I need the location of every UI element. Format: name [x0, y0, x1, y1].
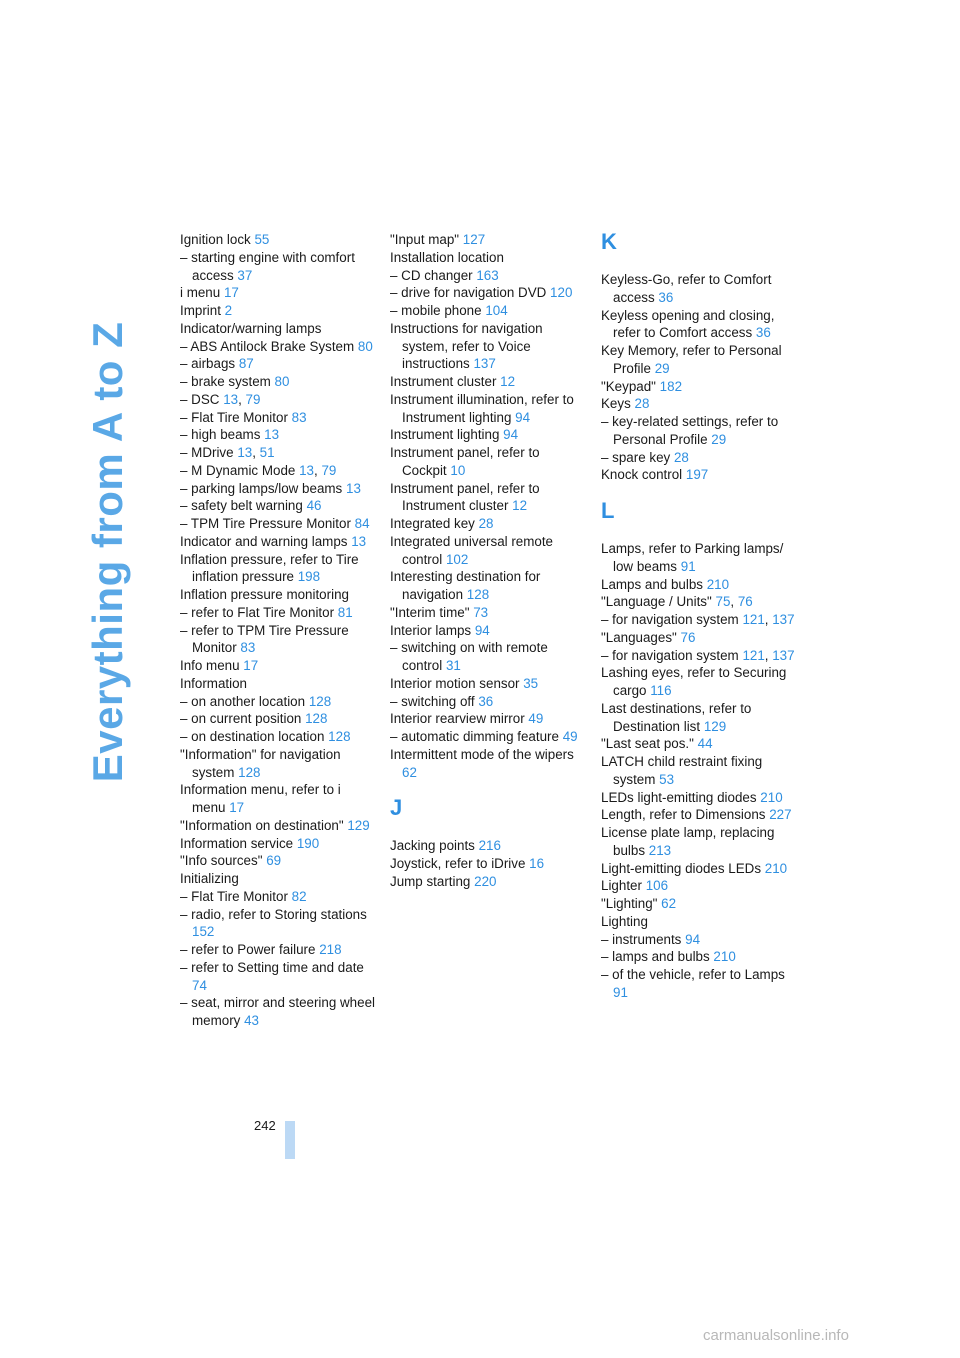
index-entry-text: – refer to Power failure: [180, 942, 316, 957]
index-entry-text: "Last seat pos.": [601, 736, 694, 752]
page-reference-link[interactable]: 76: [737, 594, 753, 610]
index-entry: [180, 888, 375, 906]
index-entry: [390, 855, 585, 873]
index-entry-text: – on current position: [180, 711, 302, 727]
page-reference-link[interactable]: 210: [764, 860, 788, 876]
index-entry-text: i menu: [180, 285, 221, 301]
page-reference-link[interactable]: 182: [659, 378, 683, 394]
index-entry: [180, 906, 375, 942]
page-reference-link[interactable]: 12: [512, 498, 528, 514]
index-entry: [180, 870, 375, 888]
page-reference-link[interactable]: 36: [658, 289, 674, 305]
index-entry-text: Instrument panel, refer to Instrument cluster: [390, 480, 540, 514]
index-entry: [601, 753, 796, 789]
page-reference-link[interactable]: 94: [474, 622, 490, 638]
index-entry: [601, 466, 796, 484]
page-reference-link[interactable]: 102: [445, 551, 469, 567]
index-entry: [390, 267, 585, 285]
index-entry: [601, 342, 796, 378]
index-entry-text: Last destinations, refer to Destination list: [601, 700, 752, 734]
index-entry: [390, 693, 585, 711]
page-reference-link[interactable]: 227: [769, 807, 792, 823]
index-entry: [390, 231, 585, 249]
page-reference-link[interactable]: 128: [305, 711, 328, 727]
index-entry-text: Lashing eyes, refer to Securing cargo: [601, 665, 787, 698]
page-reference-link[interactable]: 152: [192, 924, 215, 940]
page-reference-link[interactable]: 163: [476, 267, 499, 283]
page-reference-link[interactable]: 13: [351, 533, 367, 549]
page-reference-link[interactable]: 13: [223, 391, 239, 407]
index-entry-text: – drive for navigation DVD: [390, 285, 547, 301]
index-entry-text: Interior motion sensor: [390, 675, 520, 691]
index-entry-text: – on destination location: [180, 729, 325, 744]
index-entry: [180, 409, 375, 427]
page-reference-link[interactable]: 35: [523, 675, 539, 691]
index-entry: [180, 604, 375, 622]
index-entry: [390, 622, 585, 640]
index-column-2: [390, 231, 585, 891]
index-entry-text: Knock control: [601, 467, 683, 483]
index-entry-text: Joystick, refer to iDrive: [390, 856, 526, 871]
index-entry-text: – high beams: [180, 427, 261, 443]
page-reference-link[interactable]: 62: [402, 764, 417, 780]
index-entry-text: Information: [180, 675, 247, 691]
index-entry-text: – safety belt warning: [180, 498, 303, 514]
page-reference-link[interactable]: 91: [680, 558, 696, 574]
index-entry-text: "Keypad": [601, 378, 656, 394]
page-reference-link[interactable]: 76: [680, 629, 696, 645]
index-entry: [390, 426, 585, 444]
index-entry-text: – airbags: [180, 356, 236, 372]
index-entry-text: Imprint: [180, 303, 221, 318]
page-reference-link[interactable]: 83: [240, 640, 256, 656]
index-entry-text: Info menu: [180, 658, 240, 673]
index-entry-text: – on another location: [180, 693, 306, 709]
page-reference-link[interactable]: 210: [713, 949, 736, 965]
index-entry: [180, 426, 375, 444]
page-reference-link[interactable]: 128: [466, 587, 490, 602]
index-entry: [180, 781, 375, 817]
page-reference-link[interactable]: 220: [474, 873, 497, 889]
page-reference-link[interactable]: 53: [659, 771, 675, 787]
page-reference-link[interactable]: 213: [648, 842, 672, 858]
page-reference-link[interactable]: 137: [772, 612, 795, 627]
index-entry-text: – CD changer: [390, 267, 473, 283]
index-entry: – for navigation system 121, 137: [601, 647, 795, 663]
index-entry: [180, 302, 375, 320]
index-entry: [601, 576, 796, 594]
index-entry-text: – parking lamps/low beams: [180, 480, 343, 496]
index-entry: [601, 664, 796, 700]
index-entry: [601, 378, 796, 396]
index-entry-text: "Information" for navigation system: [180, 746, 341, 780]
page-reference-link[interactable]: 79: [321, 462, 337, 478]
page-reference-link[interactable]: 51: [259, 445, 275, 460]
index-entry: [180, 551, 375, 587]
index-entry: [601, 271, 796, 307]
index-entry-text: "Info sources": [180, 853, 263, 869]
index-entry-text: Initializing: [180, 871, 239, 886]
index-entry: [180, 622, 375, 658]
page-reference-link[interactable]: 17: [229, 800, 245, 815]
index-entry-text: Integrated universal remote control: [390, 533, 554, 567]
page-reference-link[interactable]: 80: [274, 374, 290, 389]
page-reference-link[interactable]: 91: [613, 984, 628, 1000]
page-reference-link[interactable]: 87: [238, 356, 254, 372]
index-entry: – DSC 13, 79: [180, 391, 261, 407]
page-reference-link[interactable]: 210: [760, 789, 783, 805]
page-reference-link[interactable]: 43: [244, 1013, 259, 1028]
index-entry: [180, 480, 375, 498]
index-entry: [601, 877, 796, 895]
index-entry: [390, 639, 585, 675]
page-reference-link[interactable]: 36: [755, 325, 771, 341]
page-reference-link[interactable]: 74: [192, 977, 207, 993]
index-entry-text: – of the vehicle, refer to Lamps: [601, 967, 785, 982]
index-entry-text: Information menu, refer to i menu: [180, 782, 341, 815]
index-entry: [180, 675, 375, 693]
index-entry-text: Indicator and warning lamps: [180, 533, 348, 549]
page-reference-link[interactable]: 82: [291, 888, 307, 904]
index-entry-text: – spare key: [601, 449, 671, 465]
index-entry: [601, 307, 796, 343]
index-entry: [180, 657, 375, 675]
index-column-3: [601, 231, 796, 1002]
index-entry-text: – refer to Flat Tire Monitor: [180, 604, 335, 620]
page-reference-link[interactable]: 28: [673, 449, 689, 465]
index-entry-text: Interesting destination for navigation: [390, 569, 541, 602]
index-entry: [390, 391, 585, 427]
page-reference-link[interactable]: 2: [224, 303, 233, 318]
page-reference-link[interactable]: 13: [264, 427, 280, 443]
index-entry: [601, 895, 796, 913]
index-entry: [180, 320, 375, 338]
page-reference-link[interactable]: 29: [654, 360, 670, 376]
index-entry-text: Information service: [180, 835, 294, 851]
index-entry: [390, 568, 585, 604]
page-reference-link[interactable]: 128: [308, 693, 332, 709]
side-section-title: Everything from A to Z: [84, 321, 131, 783]
index-entry: [180, 852, 375, 870]
index-entry-text: Intermittent mode of the wipers: [390, 746, 574, 762]
index-entry: [390, 302, 585, 320]
index-entry-text: License plate lamp, replacing bulbs: [601, 825, 775, 858]
page-reference-link[interactable]: 121: [742, 647, 765, 663]
index-entry-text: Interior lamps: [390, 622, 472, 638]
page-reference-link[interactable]: 13: [299, 462, 314, 478]
index-entry: [180, 728, 375, 746]
page-reference-link[interactable]: 80: [357, 338, 373, 354]
index-entry-text: "Lighting": [601, 896, 658, 911]
index-entry-text: – starting engine with comfort access: [180, 249, 355, 283]
index-entry: – MDrive 13, 51: [180, 445, 275, 460]
index-entry: [390, 710, 585, 728]
index-entry: [180, 586, 375, 604]
index-entry-text: Keys: [601, 396, 631, 412]
index-entry-text: – M Dynamic Mode: [180, 462, 296, 478]
index-entry-text: – for navigation system: [601, 647, 739, 663]
page-reference-link[interactable]: 46: [306, 498, 322, 514]
page-reference-link[interactable]: 129: [347, 817, 370, 833]
index-entry: – M Dynamic Mode 13, 79: [180, 462, 337, 478]
page-reference-link[interactable]: 127: [462, 232, 486, 247]
index-entry-text: "Language / Units": [601, 594, 712, 610]
index-entry-text: Light-emitting diodes LEDs: [601, 860, 762, 876]
index-entry: "Language / Units" 75, 76: [601, 594, 753, 610]
index-entry-text: Integrated key: [390, 516, 475, 531]
index-entry: [390, 746, 585, 782]
page-reference-link[interactable]: 31: [445, 658, 461, 673]
index-entry-text: Instructions for navigation system, refer to Voice instructions: [390, 320, 543, 372]
index-entry: [601, 789, 796, 807]
index-entry: [601, 413, 796, 449]
index-entry-text: "Input map": [390, 232, 460, 247]
page-reference-link[interactable]: 121: [742, 612, 765, 627]
index-entry-text: – automatic dimming feature: [390, 729, 559, 744]
index-entry: [180, 746, 375, 782]
index-entry-text: – for navigation system: [601, 612, 739, 627]
page-reference-link[interactable]: 75: [715, 594, 731, 610]
index-entry: [180, 231, 375, 249]
page-reference-link[interactable]: 49: [528, 711, 544, 727]
page-reference-link[interactable]: 106: [645, 878, 669, 894]
page-reference-link[interactable]: 69: [266, 853, 282, 869]
page-reference-link[interactable]: 62: [661, 896, 677, 911]
index-entry: [601, 931, 796, 949]
page-reference-link[interactable]: 137: [772, 647, 795, 663]
index-entry: [390, 675, 585, 693]
index-entry: [390, 284, 585, 302]
index-entry-text: – refer to TPM Tire Pressure Monitor: [180, 622, 349, 656]
page-reference-link[interactable]: 79: [245, 391, 261, 407]
page-reference-link[interactable]: 210: [706, 576, 730, 592]
index-entry: [180, 355, 375, 373]
index-entry: [180, 373, 375, 391]
index-entry-text: Lighter: [601, 878, 642, 894]
index-entry-text: Indicator/warning lamps: [180, 320, 322, 336]
page-reference-link[interactable]: 120: [550, 285, 573, 301]
index-entry-text: – instruments: [601, 931, 682, 947]
index-entry-text: Installation location: [390, 249, 504, 265]
index-entry-text: – refer to Setting time and date: [180, 959, 364, 975]
index-entry-text: Instrument panel, refer to Cockpit: [390, 445, 540, 478]
page-reference-link[interactable]: 116: [650, 683, 672, 698]
page-reference-link[interactable]: 197: [685, 467, 709, 483]
index-entry: [390, 873, 585, 891]
index-entry-text: Inflation pressure, refer to Tire inflation pressure: [180, 551, 359, 585]
page-reference-link[interactable]: 94: [515, 409, 531, 425]
index-entry-text: "Languages": [601, 629, 677, 645]
index-entry: [180, 284, 375, 302]
index-entry: [601, 700, 796, 736]
index-entry-text: Inflation pressure monitoring: [180, 587, 349, 602]
page-reference-link[interactable]: 137: [473, 356, 496, 372]
footer-watermark[interactable]: carmanualsonline.info: [703, 1327, 849, 1344]
page-reference-link[interactable]: 216: [478, 838, 501, 854]
index-entry: [390, 515, 585, 533]
page-number: 242: [254, 1118, 276, 1133]
page-reference-link[interactable]: 28: [478, 516, 494, 531]
page-reference-link[interactable]: 198: [297, 569, 321, 585]
page-reference-link[interactable]: 104: [485, 303, 508, 318]
index-entry: [390, 320, 585, 373]
index-entry: [601, 540, 796, 576]
index-entry: [180, 533, 375, 551]
index-entry-text: Jacking points: [390, 838, 475, 854]
page-reference-link[interactable]: 36: [478, 693, 494, 709]
index-entry: [601, 629, 796, 647]
page-reference-link[interactable]: 81: [337, 604, 353, 620]
index-entry-text: Lighting: [601, 913, 648, 929]
index-entry: [390, 837, 585, 855]
index-entry-text: – ABS Antilock Brake System: [180, 338, 355, 354]
page-reference-link[interactable]: 128: [328, 729, 351, 744]
page-reference-link[interactable]: 12: [500, 374, 516, 389]
index-entry-text: Length, refer to Dimensions: [601, 807, 766, 823]
page-reference-link[interactable]: 13: [346, 480, 361, 496]
index-entry: [601, 913, 796, 931]
index-entry: [180, 497, 375, 515]
index-entry: [601, 948, 796, 966]
index-entry: [601, 824, 796, 860]
index-entry-text: – mobile phone: [390, 303, 482, 318]
index-entry: [180, 515, 375, 533]
page-reference-link[interactable]: 94: [685, 931, 701, 947]
index-entry: [390, 604, 585, 622]
index-entry: [390, 373, 585, 391]
page-reference-link[interactable]: 29: [711, 431, 727, 447]
page-reference-link[interactable]: 49: [562, 729, 578, 744]
index-entry: [601, 966, 796, 1002]
index-entry-text: Instrument lighting: [390, 427, 500, 443]
index-entry-text: LATCH child restraint fixing system: [601, 754, 763, 787]
index-entry: [390, 480, 585, 516]
page-reference-link[interactable]: 73: [473, 604, 489, 620]
page-reference-link[interactable]: 44: [697, 736, 713, 752]
index-entry-text: Key Memory, refer to Personal Profile: [601, 343, 782, 376]
page-reference-link[interactable]: 10: [450, 462, 466, 478]
index-entry: [390, 444, 585, 480]
index-entry: [180, 710, 375, 728]
page-reference-link[interactable]: 17: [223, 285, 239, 301]
index-entry: [180, 249, 375, 285]
page-reference-link[interactable]: 129: [703, 718, 727, 734]
page-reference-link[interactable]: 94: [503, 427, 519, 443]
index-entry-text: – Flat Tire Monitor: [180, 409, 288, 425]
index-entry-text: – brake system: [180, 374, 271, 389]
index-entry: [180, 994, 375, 1030]
index-entry-text: LEDs light-emitting diodes: [601, 789, 757, 805]
index-entry: [180, 338, 375, 356]
section-letter-l: L: [601, 498, 615, 523]
index-entry-text: – Flat Tire Monitor: [180, 888, 288, 904]
index-entry-text: Lamps, refer to Parking lamps/ low beams: [601, 541, 784, 574]
page-reference-link[interactable]: 17: [243, 658, 259, 673]
index-entry: [601, 860, 796, 878]
index-entry: [390, 533, 585, 569]
page-reference-link[interactable]: 37: [237, 267, 253, 283]
index-entry: [180, 941, 375, 959]
index-entry: [180, 835, 375, 853]
page-reference-link[interactable]: 16: [529, 856, 545, 871]
page-reference-link[interactable]: 13: [237, 445, 253, 460]
index-entry-text: – radio, refer to Storing stations: [180, 906, 367, 922]
index-entry: [601, 449, 796, 467]
page-reference-link[interactable]: 84: [354, 516, 370, 531]
index-entry: [601, 806, 796, 824]
index-column-1: [180, 231, 375, 1030]
page-reference-link[interactable]: 128: [238, 764, 261, 780]
index-entry-text: – lamps and bulbs: [601, 949, 710, 965]
index-entry: [390, 728, 585, 746]
index-entry-text: – TPM Tire Pressure Monitor: [180, 516, 351, 531]
index-entry-text: Keyless opening and closing, refer to Comfort access: [601, 307, 775, 341]
index-entry-text: – key-related settings, refer to Personal Profile: [601, 414, 779, 447]
index-entry-text: Instrument cluster: [390, 374, 497, 389]
index-entry: [180, 693, 375, 711]
index-entry: – for navigation system 121, 137: [601, 612, 795, 627]
index-entry-text: "Information on destination": [180, 817, 344, 833]
section-letter-j: J: [390, 795, 403, 821]
page-reference-link[interactable]: 190: [296, 835, 320, 851]
index-entry: [180, 959, 375, 995]
index-entry: [601, 395, 796, 413]
page-marker-bar: [285, 1121, 295, 1159]
index-entry: [601, 735, 796, 753]
section-letter-k: K: [601, 229, 617, 254]
index-entry-text: Jump starting: [390, 873, 471, 889]
index-entry-text: Keyless-Go, refer to Comfort access: [601, 272, 772, 305]
index-entry-text: – switching off: [390, 693, 475, 709]
index-entry-text: – MDrive: [180, 445, 234, 460]
index-entry: [180, 817, 375, 835]
index-entry-text: "Interim time": [390, 604, 470, 620]
page-reference-link[interactable]: 83: [291, 409, 307, 425]
index-entry-text: Instrument illumination, refer to Instrument lighting: [390, 391, 574, 425]
page-reference-link[interactable]: 28: [634, 396, 650, 412]
index-entry-text: – seat, mirror and steering wheel memory: [180, 995, 376, 1028]
index-entry-text: – switching on with remote control: [390, 640, 548, 673]
page-reference-link[interactable]: 55: [254, 232, 270, 247]
index-entry-text: Ignition lock: [180, 232, 251, 247]
page-reference-link[interactable]: 218: [319, 942, 342, 957]
index-entry-text: Lamps and bulbs: [601, 576, 703, 592]
index-entry-text: – DSC: [180, 391, 220, 407]
index-entry: [390, 249, 585, 267]
index-entry-text: Interior rearview mirror: [390, 711, 525, 727]
